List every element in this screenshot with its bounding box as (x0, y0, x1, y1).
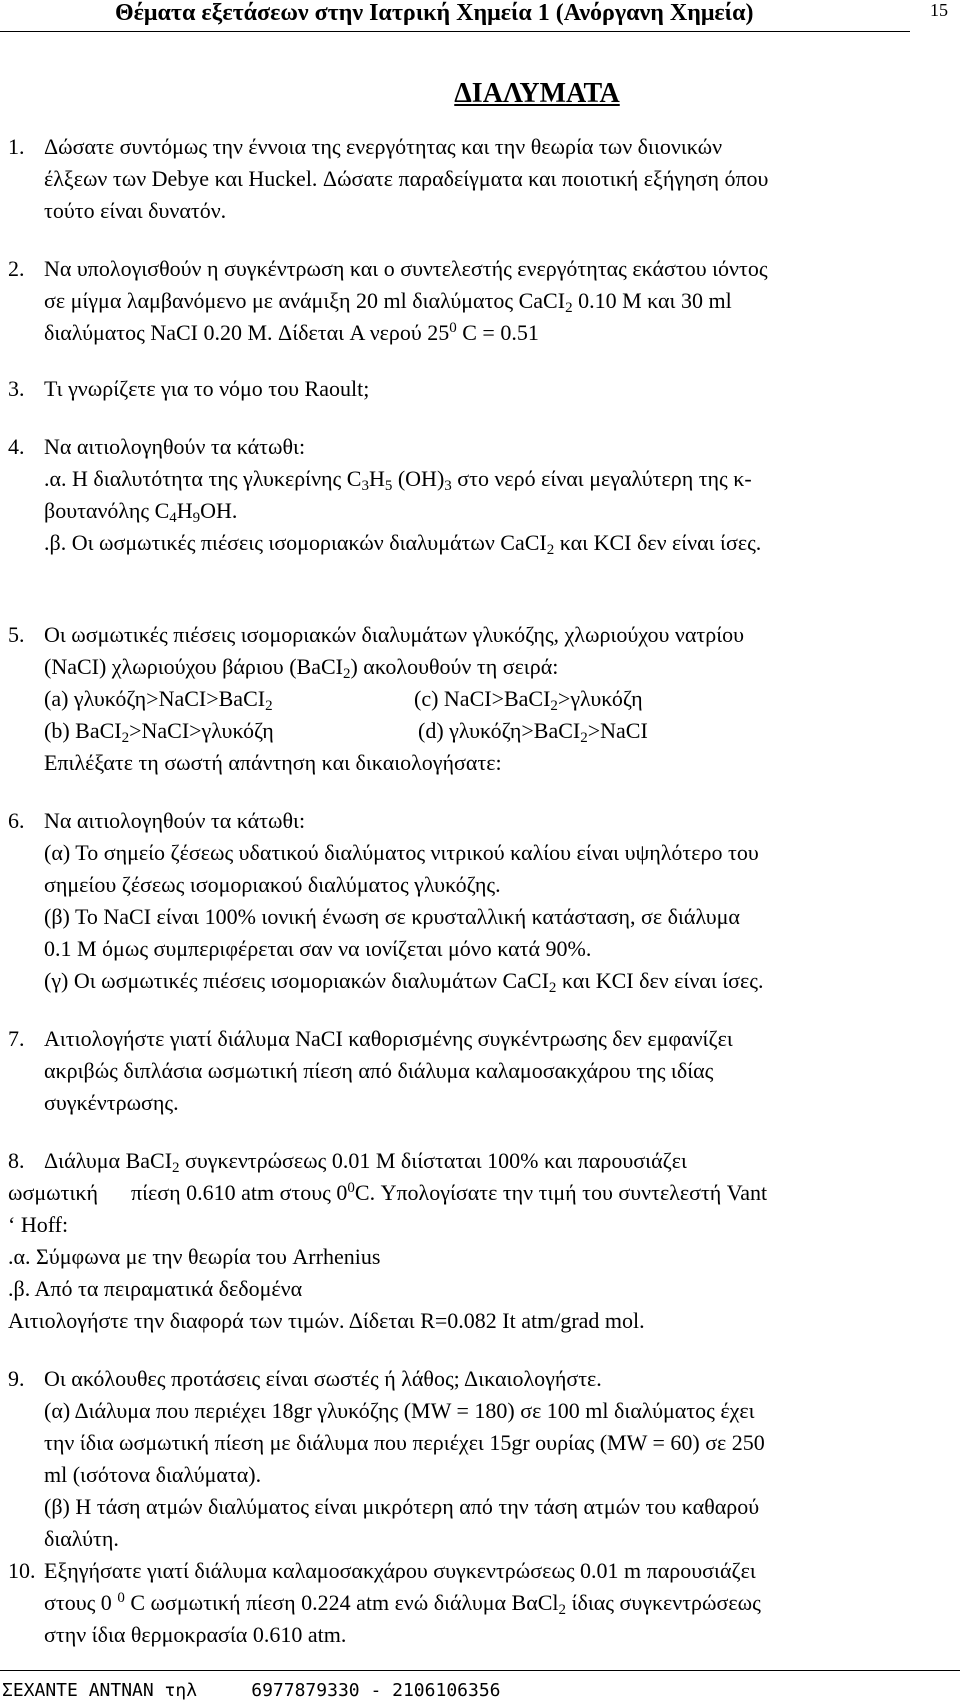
subscript: 2 (580, 730, 588, 746)
text: H (368, 466, 385, 491)
text: C. Υπολογίσατε την τιμή του συντελεστή Vant (354, 1180, 768, 1205)
q6-line-2: (α) Το σημείο ζέσεως υδατικού διαλύματος νιτρικού καλίου είναι υψηλότερο του (44, 840, 759, 865)
text: (NaCI) χλωριούχου βάριου (BaCI (44, 654, 343, 679)
subscript: 2 (558, 1602, 567, 1618)
footer-rule (0, 1670, 960, 1671)
text: >NaCI (587, 718, 648, 743)
question-number: 5. (8, 622, 25, 647)
q1-line-3: τούτο είναι δυνατόν. (44, 198, 227, 223)
question-number: 10. (8, 1558, 36, 1583)
q5-option-c (414, 686, 643, 712)
subscript: 2 (121, 730, 130, 746)
subscript: 3 (444, 478, 452, 494)
question-number: 8. (8, 1148, 25, 1173)
text: βουτανόλης C (44, 498, 170, 523)
text: (a) γλυκόζη>NaCI>BaCI (44, 686, 266, 711)
superscript: 0 (347, 1180, 355, 1196)
q8-line-5: .β. Από τα πειραματικά δεδομένα (8, 1276, 303, 1301)
text: διαλύματος NaCI 0.20 M. Δίδεται A νερού 25 (44, 320, 450, 345)
subscript: 2 (550, 698, 558, 714)
text: (d) γλυκόζη>BaCI (418, 718, 581, 743)
text: συγκεντρώσεως 0.01 M διίσταται 100% και παρουσιάζει (179, 1148, 687, 1173)
text: Διάλυμα BaCI (44, 1148, 173, 1173)
text: 0.10 M και 30 ml (572, 288, 732, 313)
subscript: 2 (342, 666, 351, 682)
q6-line-1: Να αιτιολογηθούν τα κάτωθι: (44, 808, 306, 833)
text: ωσμωτική πίεση 0.610 atm στους 0 (8, 1180, 348, 1205)
text: (OH) (392, 466, 445, 491)
q5-line-last: Επιλέξατε τη σωστή απάντηση και δικαιολογήσατε: (44, 750, 502, 775)
q8-line-6: Αιτιολογήστε την διαφορά των τιμών. Δίδεται R=0.082 It atm/grad mol. (8, 1308, 645, 1333)
page-number: 15 (930, 0, 948, 20)
q8-line-1 (44, 1148, 687, 1174)
q9-line-3: την ίδια ωσμωτική πίεση με διάλυμα που περιέχει 15gr ουρίας (MW = 60) σε 250 (44, 1430, 765, 1455)
question-number: 3. (8, 376, 25, 401)
superscript: 0 (117, 1590, 125, 1606)
text: C = 0.51 (456, 320, 539, 345)
main-title: ΔΙΑΛΥΜΑΤΑ (454, 78, 620, 109)
subscript: 2 (546, 542, 555, 558)
q7-line-3: συγκέντρωσης. (44, 1090, 179, 1115)
q9-line-4: ml (ισότονα διαλύματα). (44, 1462, 262, 1487)
q8-line-2 (8, 1180, 767, 1206)
text: και KCI δεν είναι ίσες. (556, 968, 764, 993)
q4-line-b (44, 498, 237, 524)
subscript: 5 (384, 478, 393, 494)
q2-line-2 (44, 288, 732, 314)
page-header (0, 0, 960, 50)
text: H (176, 498, 193, 523)
q10-line-2 (44, 1590, 761, 1616)
q2-line-3 (44, 320, 539, 346)
q5-line-2 (44, 654, 558, 680)
q10-line-1: Εξηγήσατε γιατί διάλυμα καλαμοσακχάρου συγκεντρώσεως 0.01 m παρουσιάζει (44, 1558, 756, 1583)
header-title: Θέματα εξετάσεων στην Ιατρική Χημεία 1 (Ανόργανη Χημεία) (115, 0, 754, 26)
subscript: 2 (172, 1160, 180, 1176)
text: (c) NaCI>BaCI (414, 686, 551, 711)
q6-line-4: (β) Το NaCI είναι 100% ιονική ένωση σε κρυσταλλική κατάσταση, σε διάλυμα (44, 904, 740, 929)
text: .α. Η διαλυτότητα της γλυκερίνης C (44, 466, 362, 491)
q10-line-3: στην ίδια θερμοκρασία 0.610 atm. (44, 1622, 347, 1647)
q8-line-3: ‘ Hoff: (8, 1212, 69, 1237)
q5-option-b (44, 718, 274, 744)
text: και KCI δεν είναι ίσες. (554, 530, 762, 555)
q9-line-5: (β) Η τάση ατμών διαλύματος είναι μικρότερη από την τάση ατμών του καθαρού (44, 1494, 760, 1519)
subscript: 9 (192, 510, 201, 526)
text: στο νερό είναι μεγαλύτερη της κ- (451, 466, 752, 491)
q4-line-1: Να αιτιολογηθούν τα κάτωθι: (44, 434, 306, 459)
q5-line-1: Οι ωσμωτικές πιέσεις ισομοριακών διαλυμάτων γλυκόζης, χλωριούχου νατρίου (44, 622, 745, 647)
q1-line-1: Δώσατε συντόμως την έννοια της ενεργότητας και την θεωρία των διιονικών (44, 134, 723, 159)
q7-line-1: Αιτιολογήστε γιατί διάλυμα NaCI καθορισμένης συγκέντρωσης δεν εμφανίζει (44, 1026, 733, 1051)
text: ίδιας συγκεντρώσεως (566, 1590, 761, 1615)
question-number: 4. (8, 434, 25, 459)
text: OH. (200, 498, 238, 523)
header-rule (0, 31, 910, 32)
subscript: 2 (565, 300, 573, 316)
question-number: 2. (8, 256, 25, 281)
text: >γλυκόζη (557, 686, 643, 711)
q5-option-d (418, 718, 648, 744)
subscript: 3 (361, 478, 369, 494)
q9-line-6: διαλύτη. (44, 1526, 119, 1551)
q7-line-2: ακριβώς διπλάσια ωσμωτική πίεση από διάλυμα καλαμοσακχάρου της ιδίας (44, 1058, 714, 1083)
q2-line-1: Να υπολογισθούν η συγκέντρωση και ο συντελεστής ενεργότητας εκάστου ιόντος (44, 256, 768, 281)
q6-line-3: σημείου ζέσεως ισομοριακού διαλύματος γλυκόζης. (44, 872, 501, 897)
subscript: 4 (169, 510, 177, 526)
q1-line-2: έλξεων των Debye και Huckel. Δώσατε παραδείγματα και ποιοτική εξήγηση όπου (44, 166, 769, 191)
text: .β. Οι ωσμωτικές πιέσεις ισομοριακών διαλυμάτων CaCI (44, 530, 547, 555)
q4-line-a (44, 466, 752, 492)
q4-line-c (44, 530, 761, 556)
text: ) ακολουθούν τη σειρά: (350, 654, 559, 679)
question-number: 7. (8, 1026, 25, 1051)
superscript: 0 (449, 320, 457, 336)
q6-line-5: 0.1 M όμως συμπεριφέρεται σαν να ιονίζεται μόνο κατά 90%. (44, 936, 592, 961)
q5-option-a (44, 686, 273, 712)
q8-line-4: .α. Σύμφωνα με την θεωρία του Arrhenius (8, 1244, 381, 1269)
text: C ωσμωτική πίεση 0.224 atm ενώ διάλυμα BαCl (124, 1590, 559, 1615)
q6-line-6 (44, 968, 763, 994)
subscript: 2 (265, 698, 273, 714)
text: σε μίγμα λαμβανόμενο με ανάμιξη 20 ml διαλύματος CaCI (44, 288, 566, 313)
q3-line-1: Τι γνωρίζετε για το νόμο του Raoult; (44, 376, 370, 401)
question-number: 1. (8, 134, 25, 159)
q9-line-2: (α) Διάλυμα που περιέχει 18gr γλυκόζης (MW = 180) σε 100 ml διαλύματος έχει (44, 1398, 755, 1423)
text: >NaCI>γλυκόζη (129, 718, 274, 743)
page-footer: ΣΕΧΑΝΤΕ ΑΝΤΝΑΝ τηλ 6977879330 - 2106106356 (2, 1680, 501, 1701)
subscript: 2 (548, 980, 557, 996)
text: (γ) Οι ωσμωτικές πιέσεις ισομοριακών διαλυμάτων CaCI (44, 968, 549, 993)
question-number: 6. (8, 808, 25, 833)
q9-line-1: Οι ακόλουθες προτάσεις είναι σωστές ή λάθος; Δικαιολογήστε. (44, 1366, 602, 1391)
text: στους 0 (44, 1590, 118, 1615)
question-number: 9. (8, 1366, 25, 1391)
text: (b) BaCI (44, 718, 122, 743)
